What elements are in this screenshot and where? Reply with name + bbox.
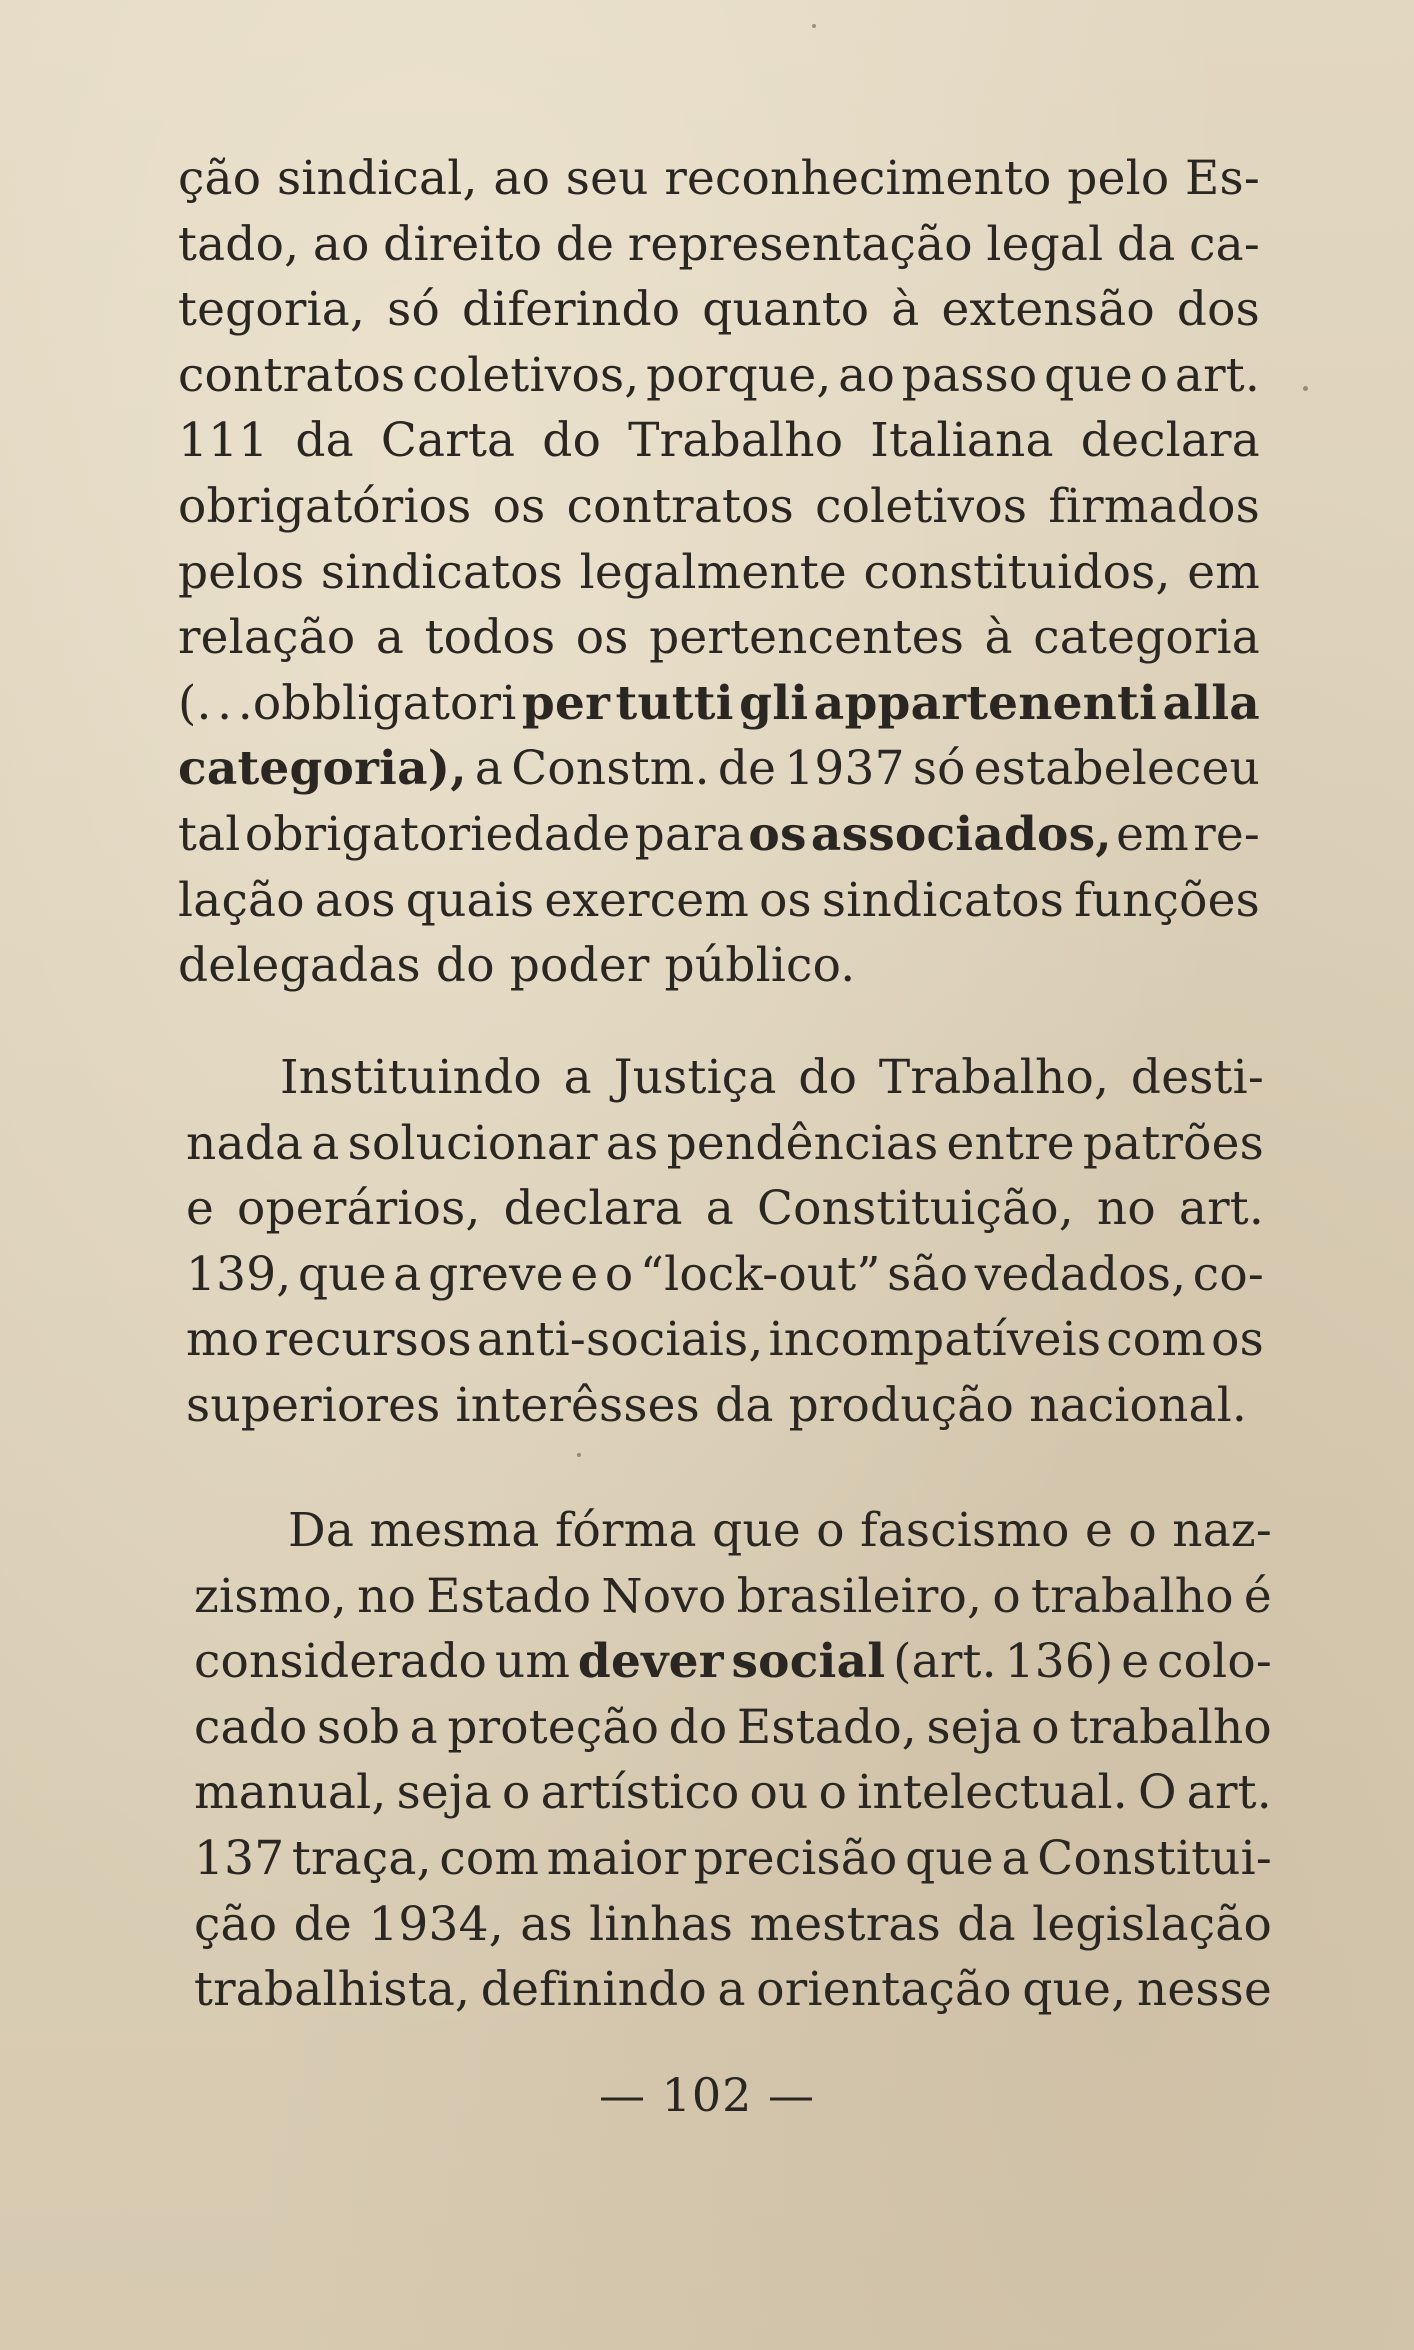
word: colo- [1157, 1634, 1272, 1690]
word: à [891, 282, 920, 338]
word: tado, [178, 216, 300, 272]
word: contratos [178, 347, 406, 403]
word: Trabalho [628, 413, 844, 469]
word: do [668, 1699, 728, 1755]
word: de [555, 216, 615, 272]
word: desti- [1130, 1050, 1264, 1105]
word: Constitui- [1037, 1830, 1272, 1886]
text-line [186, 1307, 1264, 1373]
word: para [634, 806, 745, 862]
word: greve [428, 1246, 564, 1302]
word: e [570, 1246, 599, 1302]
word: categoria), [178, 741, 467, 797]
word: co- [1192, 1246, 1264, 1302]
word: aos [314, 872, 396, 928]
text-line [194, 1695, 1272, 1761]
word: 111 [178, 413, 269, 469]
word: o [818, 1765, 848, 1821]
word: contratos [566, 478, 794, 534]
word: 1934, [368, 1896, 504, 1952]
word: Novo [601, 1568, 727, 1624]
word: ao [838, 347, 895, 403]
word: da [715, 1377, 774, 1433]
word: dever [577, 1634, 724, 1690]
word: um [494, 1634, 571, 1690]
text-line [186, 1373, 1264, 1439]
text-line [194, 1564, 1272, 1630]
word: ao [312, 216, 370, 272]
word: Justiça [613, 1050, 777, 1105]
word: as [605, 1115, 659, 1171]
word: porque, [646, 347, 832, 403]
text-line [178, 605, 1260, 671]
word: o [992, 1568, 1021, 1624]
word: manual, [194, 1765, 387, 1821]
word: são [887, 1246, 969, 1302]
word: legalmente [579, 544, 847, 600]
word: Italiana [870, 413, 1054, 469]
word: exercem [544, 872, 750, 928]
word: no [1096, 1181, 1156, 1237]
word: tutti [615, 675, 734, 731]
text-line [178, 671, 1260, 737]
word: a [375, 610, 405, 666]
word: a [474, 741, 504, 797]
word: os [748, 806, 807, 862]
word: incompatíveis [768, 1312, 1102, 1368]
word: a [311, 1115, 340, 1171]
paragraph-3 [194, 1498, 1272, 2023]
word: os [492, 478, 546, 534]
text-line [178, 408, 1260, 474]
word: seu [565, 151, 649, 206]
word: Da [288, 1503, 355, 1558]
word: 1937 [784, 741, 905, 797]
word: o [1139, 347, 1169, 403]
word: 136) [1004, 1634, 1114, 1690]
word: trabalho [1031, 1568, 1234, 1624]
word: do [542, 413, 602, 469]
word: zismo, [194, 1568, 347, 1624]
paragraph-1 [178, 146, 1260, 999]
word: O [1137, 1765, 1177, 1821]
word: pertencentes [649, 610, 965, 666]
word: declara [1080, 413, 1260, 469]
word: que [1044, 347, 1133, 403]
word: interêsses [455, 1377, 700, 1433]
word: do [798, 1050, 858, 1105]
word: a [1001, 1830, 1030, 1886]
word: sindicatos [821, 872, 1065, 928]
word: direito [383, 216, 543, 272]
word: pelo [1067, 151, 1170, 206]
text-line [186, 1111, 1264, 1177]
text-line [178, 933, 1260, 999]
word: e [1121, 1634, 1150, 1690]
word: appartenenti [813, 675, 1158, 731]
word: no [357, 1568, 417, 1624]
word: superiores [186, 1377, 441, 1433]
text-line [178, 474, 1260, 540]
text-line [178, 277, 1260, 343]
word: nacional. [1029, 1377, 1248, 1433]
word: brasileiro, [736, 1568, 983, 1624]
word: Estado [426, 1568, 592, 1624]
word: .obbligatori [237, 675, 517, 731]
word: o [1128, 1503, 1157, 1558]
word: ao [493, 151, 551, 206]
word: com [439, 1830, 540, 1886]
text-line [186, 1176, 1264, 1242]
word: trabalhista, [194, 1962, 471, 2018]
word: seja [926, 1699, 1022, 1755]
word: representação [627, 216, 973, 272]
word: firmados [1048, 478, 1260, 534]
word: extensão [941, 282, 1155, 338]
word: ção [178, 151, 262, 206]
word: estabeleceu [973, 741, 1260, 797]
word: precisão [693, 1830, 898, 1886]
word: quais [405, 872, 535, 928]
word: ção [194, 1896, 278, 1952]
word: público. [664, 938, 856, 994]
word: é [1243, 1568, 1272, 1624]
word: que, [1022, 1962, 1127, 2018]
word: funções [1074, 872, 1260, 928]
word: art. [1174, 347, 1260, 403]
word: patrões [1082, 1115, 1264, 1171]
word: maior [546, 1830, 687, 1886]
word: gli [739, 675, 809, 731]
word: orientação [756, 1962, 1012, 2018]
text-line [186, 1045, 1264, 1111]
word: operários, [237, 1181, 481, 1237]
word: sob [317, 1699, 401, 1755]
word: trabalho [1069, 1699, 1272, 1755]
word: recursos [264, 1312, 472, 1368]
word: em [1187, 544, 1260, 600]
word: declara [503, 1181, 683, 1237]
word: anti-sociais, [476, 1312, 764, 1368]
word: dos [1176, 282, 1260, 338]
word: mesma [369, 1503, 540, 1558]
word: Trabalho, [878, 1050, 1110, 1105]
word: pendências [666, 1115, 939, 1171]
ink-speck [1303, 386, 1308, 391]
word: art. [1178, 1181, 1264, 1237]
text-line [186, 1242, 1264, 1308]
word: ou [749, 1765, 809, 1821]
word: (. [178, 675, 212, 731]
word: coletivos [815, 478, 1028, 534]
word: o [816, 1503, 845, 1558]
word: naz- [1172, 1503, 1272, 1558]
word: só [912, 741, 966, 797]
word: sindical, [276, 151, 478, 206]
word: tal [178, 806, 241, 862]
word: a [393, 1246, 422, 1302]
text-line [194, 1760, 1272, 1826]
word: nada [186, 1115, 304, 1171]
word: “lock-out” [639, 1246, 881, 1302]
word: mo [186, 1312, 260, 1368]
word: seja [396, 1765, 492, 1821]
text-line [178, 802, 1260, 868]
word: a [409, 1699, 438, 1755]
word: relação [178, 610, 356, 666]
word: legislação [1032, 1896, 1272, 1952]
word: os [1211, 1312, 1264, 1368]
word: obrigatórios [178, 478, 472, 534]
word: cado [194, 1699, 308, 1755]
word: a [705, 1181, 734, 1237]
word: só [387, 282, 440, 338]
word: de [717, 741, 777, 797]
word: intelectual. [857, 1765, 1128, 1821]
word: alla [1162, 675, 1260, 731]
word: delegadas [178, 938, 421, 994]
word: Estado, [736, 1699, 917, 1755]
word: per [521, 675, 611, 731]
word: e [186, 1181, 215, 1237]
word: o [502, 1765, 531, 1821]
word: as [520, 1896, 573, 1952]
word: da [295, 413, 354, 469]
ink-speck [577, 1453, 581, 1457]
word: Constituição, [756, 1181, 1074, 1237]
word: os [575, 610, 629, 666]
word: produção [788, 1377, 1015, 1433]
word: quanto [702, 282, 870, 338]
word: passo [901, 347, 1038, 403]
word: reconhecimento [664, 151, 1052, 206]
word: artístico [540, 1765, 740, 1821]
text-line [178, 212, 1260, 278]
word: Constm. [511, 741, 710, 797]
word: e [1084, 1503, 1113, 1558]
text-line [194, 1629, 1272, 1695]
word: definindo [480, 1962, 707, 2018]
word: entre [946, 1115, 1075, 1171]
word: ca- [1189, 216, 1260, 272]
word: constituidos, [863, 544, 1171, 600]
word: solucionar [347, 1115, 598, 1171]
word: da [957, 1896, 1016, 1952]
word: os [759, 872, 812, 928]
word: obrigatoriedade [244, 806, 631, 862]
word: a [717, 1962, 746, 2018]
word: associados, [810, 806, 1112, 862]
word: re- [1193, 806, 1260, 862]
text-line [178, 736, 1260, 802]
text-line [178, 343, 1260, 409]
word: . [217, 675, 233, 731]
word: com [1106, 1312, 1207, 1368]
word: tegoria, [178, 282, 366, 338]
word: 137 [194, 1830, 285, 1886]
word: linhas [589, 1896, 734, 1952]
word: poder [509, 938, 650, 994]
word: considerado [194, 1634, 488, 1690]
word: legal [986, 216, 1104, 272]
word: mestras [749, 1896, 941, 1952]
word: fascismo [860, 1503, 1070, 1558]
page-number: — 102 — [598, 2068, 816, 2122]
text-line [194, 1498, 1272, 1564]
word: à [984, 610, 1013, 666]
word: Instituindo [280, 1050, 542, 1105]
word: da [1116, 216, 1176, 272]
text-line [194, 1826, 1272, 1892]
text-line [178, 540, 1260, 606]
word: proteção [447, 1699, 660, 1755]
word: todos [424, 610, 556, 666]
text-line [194, 1892, 1272, 1958]
text-line [194, 1957, 1272, 2023]
word: fórma [554, 1503, 697, 1558]
word: lação [178, 872, 305, 928]
word: Carta [380, 413, 516, 469]
paragraph-2 [186, 1045, 1264, 1439]
word: (art. [893, 1634, 997, 1690]
word: vedados, [974, 1246, 1187, 1302]
word: coletivos, [412, 347, 640, 403]
word: que [905, 1830, 994, 1886]
word: nesse [1136, 1962, 1272, 2018]
word: categoria [1033, 610, 1260, 666]
word: pelos [178, 544, 305, 600]
word: diferindo [461, 282, 681, 338]
word: traça, [291, 1830, 432, 1886]
word: em [1116, 806, 1189, 862]
word: o [604, 1246, 634, 1302]
word: art. [1186, 1765, 1272, 1821]
word: sindicatos [320, 544, 564, 600]
word: 139, [186, 1246, 292, 1302]
text-line [178, 146, 1260, 212]
word: o [1031, 1699, 1060, 1755]
word: a [563, 1050, 592, 1105]
ink-speck [812, 24, 816, 28]
text-line [178, 868, 1260, 934]
word: de [293, 1896, 352, 1952]
word: social [731, 1634, 886, 1690]
word: que [712, 1503, 801, 1558]
word: Es- [1185, 151, 1260, 206]
word: que [297, 1246, 387, 1302]
word: do [435, 938, 495, 994]
